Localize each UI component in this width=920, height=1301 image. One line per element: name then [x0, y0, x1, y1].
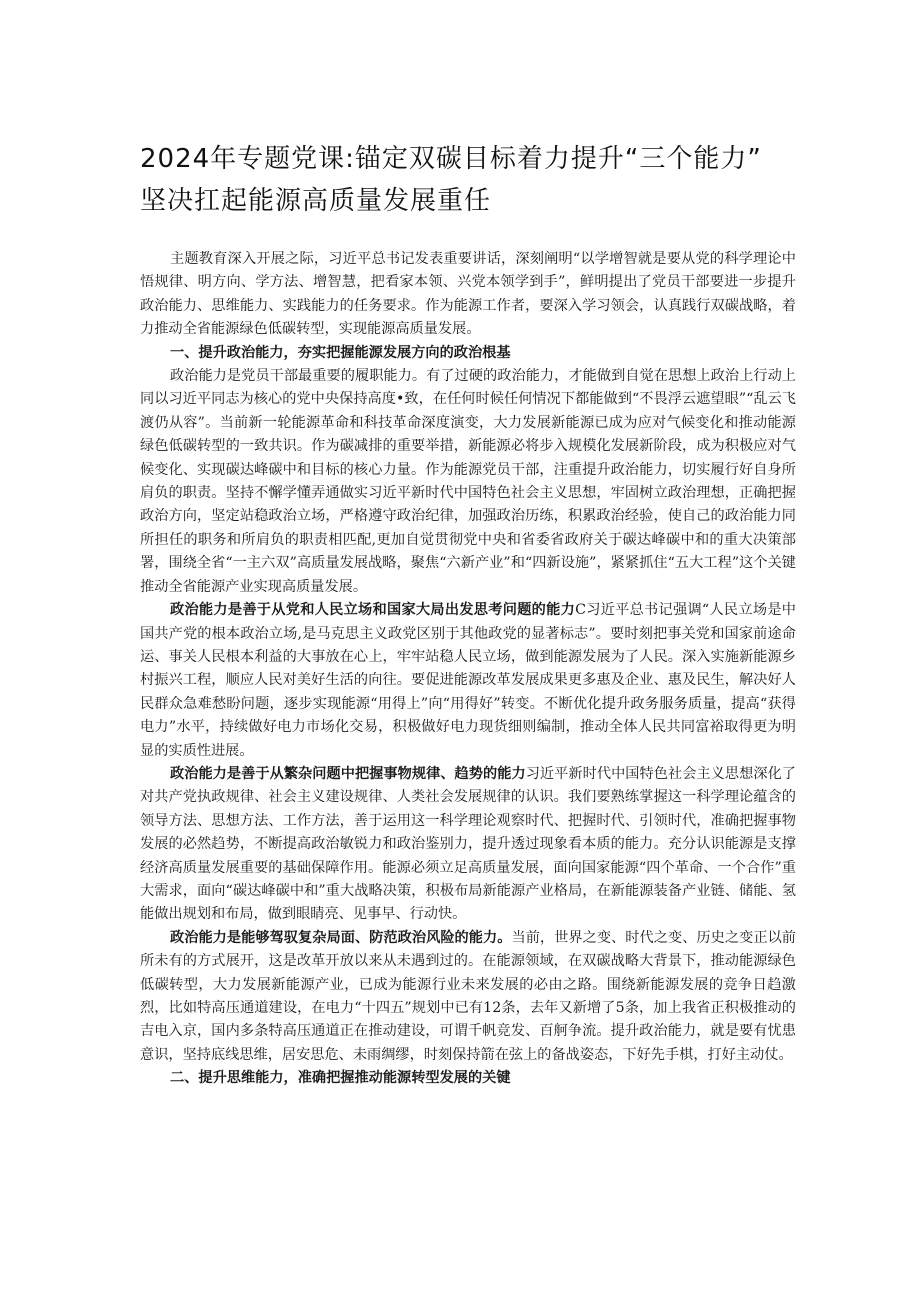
intro-paragraph: 主题教育深入开展之际，习近平总书记发表重要讲话，深刻阐明“以学增智就是要从党的科学理论中悟规律、明方向、学方法、增智慧，把看家本领、兴党本领学到手”，鲜明提出了党员干部要进一步提升政治能力、思维能力、实践能力的任务要求。作为能源工作者，要深入学习领会，认真践行双碳战略，着力推动全省能源绿色低碳转型，实现能源高质量发展。: [140, 251, 796, 338]
section-heading-2: 二、提升思维能力，准确把握推动能源转型发展的关键: [170, 1070, 511, 1087]
paragraph-body: C习近平总书记强调“人民立场是中国共产党的根本政治立场,是马克思主义政党区别于其他政党的显著标志”。要时刻把事关党和国家前途命运、事关人民根本利益的大事放在心上，牢牢站稳人民立场，做到能源发展为了人民。深入实施新能源乡村振兴工程，顺应人民对美好生活的向往。要促进能源改革发展成果更多惠及企业、惠及民生，解决好人民群众急难愁盼问题，逐步实现能源“用得上”向“用得好”转变。不断优化提升政务服务质量，提高“获得电力”水平，持续做好电力市场化交易，积极做好电力现货细则编制，推动全体人民共同富裕取得更为明显的实质性进展。: [140, 602, 796, 759]
paragraph-risk-control: [140, 927, 796, 1067]
section-heading-1: 一、提升政治能力，夯实把握能源发展方向的政治根基: [170, 344, 511, 361]
paragraph-lead: 政治能力是能够驾驭复杂局面、防范政治风险的能力。: [170, 929, 512, 946]
document-page: [140, 138, 796, 1091]
paragraph-laws-trends: [140, 763, 796, 927]
document-title: [140, 138, 796, 222]
paragraph-body: 当前，世界之变、时代之变、历史之变正以前所未有的方式展开，这是改革开放以来从未遇到过的。在能源领域，在双碳战略大背景下，推动能源绿色低碳转型，大力发展新能源产业，已成为能源行业未来发展的必由之路。围绕新能源发展的竞争日趋激烈，比如特高压通道建设，在电力“十四五”规划中已有12条，去年又新增了5条，加上我省正积极推动的吉电入京，国内多条特高压通道正在推动建设，可谓千帆竞发、百舸争流。提升政治能力，就是要有忧患意识，坚持底线思维，居安思危、未雨绸缪，时刻保持箭在弦上的备战姿态，下好先手棋，打好主动仗。: [140, 929, 796, 1063]
paragraph-lead: 政治能力是善于从繁杂问题中把握事物规律、趋势的能力: [170, 765, 526, 782]
paragraph-body: 习近平新时代中国特色社会主义思想深化了对共产党执政规律、社会主义建设规律、人类社会发展规律的认识。我们要熟练掌握这一科学理论蕴含的领导方法、思想方法、工作方法，善于运用这一科学理论观察时代、把握时代、引领时代，准确把握事物发展的必然趋势，不断提高政治敏锐力和政治鉴别力，提升透过现象看本质的能力。充分认识能源是支撑经济高质量发展重要的基础保障作用。能源必须立足高质量发展，面向国家能源“四个革命、一个合作”重大需求，面向“碳达峰碳中和”重大战略决策，积极布局新能源产业格局，在新能源装备产业链、储能、氢能做出规划和布局，做到眼睛亮、见事早、行动快。: [140, 765, 796, 923]
paragraph-lead: 政治能力是善于从党和人民立场和国家大局出发思考问题的能力: [170, 602, 576, 619]
paragraph-people-stance: [140, 599, 796, 763]
title-line-1: 2024年专题党课:锚定双碳目标着力提升“三个能力”: [140, 144, 762, 174]
paragraph-political-ability: 政治能力是党员干部最重要的履职能力。有了过硬的政治能力，才能做到自觉在思想上政治上行动上同以习近平同志为核心的党中央保持高度•致，在任何时候任何情况下都能做到“不畏浮云遮望眼”“乱云飞渡仍从容”。当前新一轮能源革命和科技革命深度演变，大力发展新能源已成为应对气候变化和推动能源绿色低碳转型的一致共识。作为碳减排的重要举措，新能源必将步入规模化发展新阶段，成为积极应对气候变化、实现碳达峰碳中和目标的核心力量。作为能源党员干部，注重提升政治能力，切实履行好自身所肩负的职责。坚持不懈学懂弄通做实习近平新时代中国特色社会主义思想，牢固树立政治理想，正确把握政治方向，坚定站稳政治立场，严格遵守政治纪律，加强政治历练，积累政治经验，使自己的政治能力同所担任的职务和所肩负的职责相匹配,更加自觉贯彻党中央和省委省政府关于碳达峰碳中和的重大决策部署，围绕全省“一主六双”高质量发展战略，聚焦“六新产业”和“四新设施”，紧紧抓住“五大工程”这个关键推动全省能源产业实现高质量发展。: [140, 368, 796, 595]
title-line-2: 坚决扛起能源高质量发展重任: [140, 186, 492, 216]
